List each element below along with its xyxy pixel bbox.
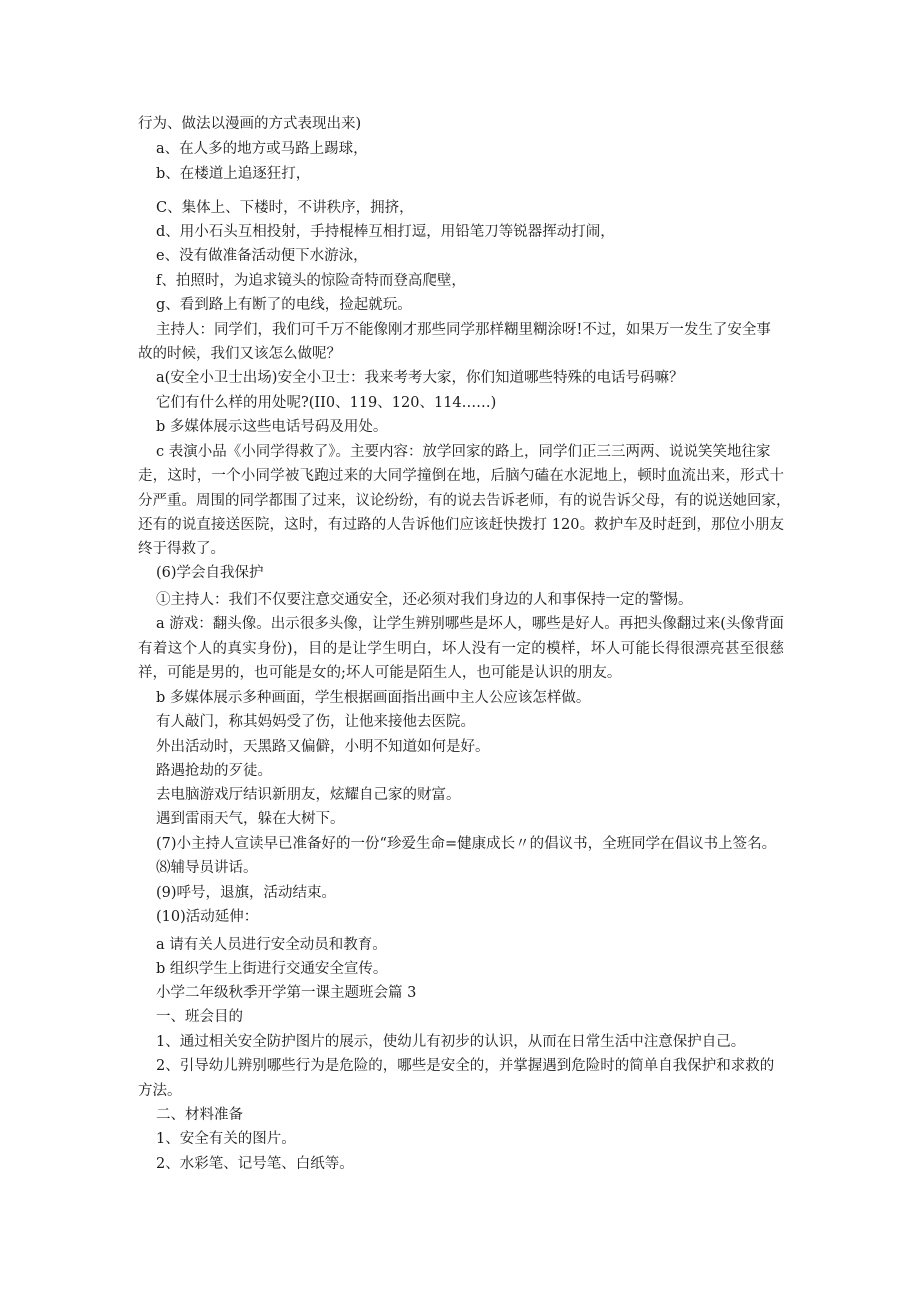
section-heading: (6)学会自我保护 bbox=[156, 565, 264, 581]
text-line: 还有的说直接送医院，这时，有过路的人告诉他们应该赶快拨打 120。救护车及时赶到，那位小朋友 bbox=[138, 517, 784, 533]
text-line: ①主持人：我们不仅要注意交通安全，还必须对我们身边的人和事保持一定的警惕。 bbox=[156, 592, 693, 608]
text-line: (9)呼号，退旗，活动结束。 bbox=[156, 885, 337, 901]
text-line: 去电脑游戏厅结识新朋友，炫耀自己家的财富。 bbox=[156, 787, 461, 803]
text-line: 主持人：同学们，我们可千万不能像刚才那些同学那样糊里糊涂呀!不过，如果万一发生了安全事 bbox=[156, 322, 771, 338]
text-line: (10)活动延伸： bbox=[156, 909, 259, 925]
text-line: 有人敲门，称其妈妈受了伤，让他来接他去医院。 bbox=[156, 714, 475, 730]
text-line: 外出活动时，天黑路又偏僻，小明不知道如何是好。 bbox=[156, 739, 490, 755]
text-line: a 游戏：翻头像。出示很多头像，让学生辨别哪些是坏人，哪些是好人。再把头像翻过来(头像背面 bbox=[156, 616, 784, 632]
text-line: 故的时候，我们又该怎么做呢？ bbox=[138, 346, 341, 362]
text-line: 行为、做法以漫画的方式表现出来) bbox=[138, 116, 362, 132]
section-title: 小学二年级秋季开学第一课主题班会篇 3 bbox=[156, 985, 417, 1001]
text-line: 分严重。周围的同学都围了过来，议论纷纷，有的说去告诉老师，有的说告诉父母，有的说送她回家， bbox=[138, 493, 791, 509]
text-line: b、在楼道上追逐狂打， bbox=[156, 166, 311, 182]
text-line: a、在人多的地方或马路上踢球， bbox=[156, 141, 368, 157]
text-line: b 多媒体展示多种画面，学生根据画面指出画中主人公应该怎样做。 bbox=[156, 690, 591, 706]
text-line: 2、水彩笔、记号笔、白纸等。 bbox=[156, 1156, 354, 1172]
text-line: e、没有做准备活动便下水游泳， bbox=[156, 248, 368, 264]
text-line: 终于得救了。 bbox=[138, 541, 225, 557]
text-line: b 组织学生上街进行交通安全宣传。 bbox=[156, 961, 388, 977]
text-line: a(安全小卫士出场)安全小卫士：我来考考大家，你们知道哪些特殊的电话号码嘛？ bbox=[156, 370, 684, 386]
text-line: 有着这个人的真实身份)，目的是让学生明白，坏人没有一定的模样，坏人可能长得很漂亮甚至很慈 bbox=[138, 641, 784, 657]
text-line: 1、安全有关的图片。 bbox=[156, 1131, 296, 1147]
text-line: a 请有关人员进行安全动员和教育。 bbox=[156, 937, 387, 953]
text-line: 它们有什么样的用处呢?(II0、119、120、114……) bbox=[156, 395, 497, 411]
text-line: 2、引导幼儿辨别哪些行为是危险的，哪些是安全的，并掌握遇到危险时的简单自我保护和求救的 bbox=[156, 1058, 775, 1074]
text-line: 1、通过相关安全防护图片的展示，使幼儿有初步的认识，从而在日常生活中注意保护自己。 bbox=[156, 1034, 746, 1050]
section-heading: 二、材料准备 bbox=[156, 1107, 243, 1123]
text-line: 祥，可能是男的，也可能是女的;坏人可能是陌生人，也可能是认识的朋友。 bbox=[138, 665, 622, 681]
text-line: 方法。 bbox=[138, 1083, 182, 1099]
text-line: f、拍照时，为追求镜头的惊险奇特而登高爬壁， bbox=[156, 273, 466, 289]
text-line: (7)小主持人宣读早已准备好的一份“珍爱生命=健康成长〃的倡议书，全班同学在倡议书上签名。 bbox=[156, 836, 777, 852]
text-line: b 多媒体展示这些电话号码及用处。 bbox=[156, 419, 388, 435]
text-line: g、看到路上有断了的电线，捡起就玩。 bbox=[156, 297, 412, 313]
text-line: 遇到雷雨天气，躲在大树下。 bbox=[156, 811, 345, 827]
text-line: c 表演小品《小同学得救了》。主要内容：放学回家的路上，同学们正三三两两、说说笑笑地往家 bbox=[156, 444, 771, 460]
text-line: d、用小石头互相投射，手持棍棒互相打逗，用铅笔刀等锐器挥动打闹， bbox=[156, 224, 615, 240]
text-line: ⑻辅导员讲话。 bbox=[156, 860, 258, 876]
text-line: 路遇抢劫的歹徒。 bbox=[156, 763, 272, 779]
section-heading: 一、班会目的 bbox=[156, 1009, 243, 1025]
text-line: 走，这时，一个小同学被飞跑过来的大同学撞倒在地，后脑勺磕在水泥地上，顿时血流出来，形式十 bbox=[138, 468, 784, 484]
text-line: C、集体上、下楼时，不讲秩序，拥挤， bbox=[156, 200, 414, 216]
